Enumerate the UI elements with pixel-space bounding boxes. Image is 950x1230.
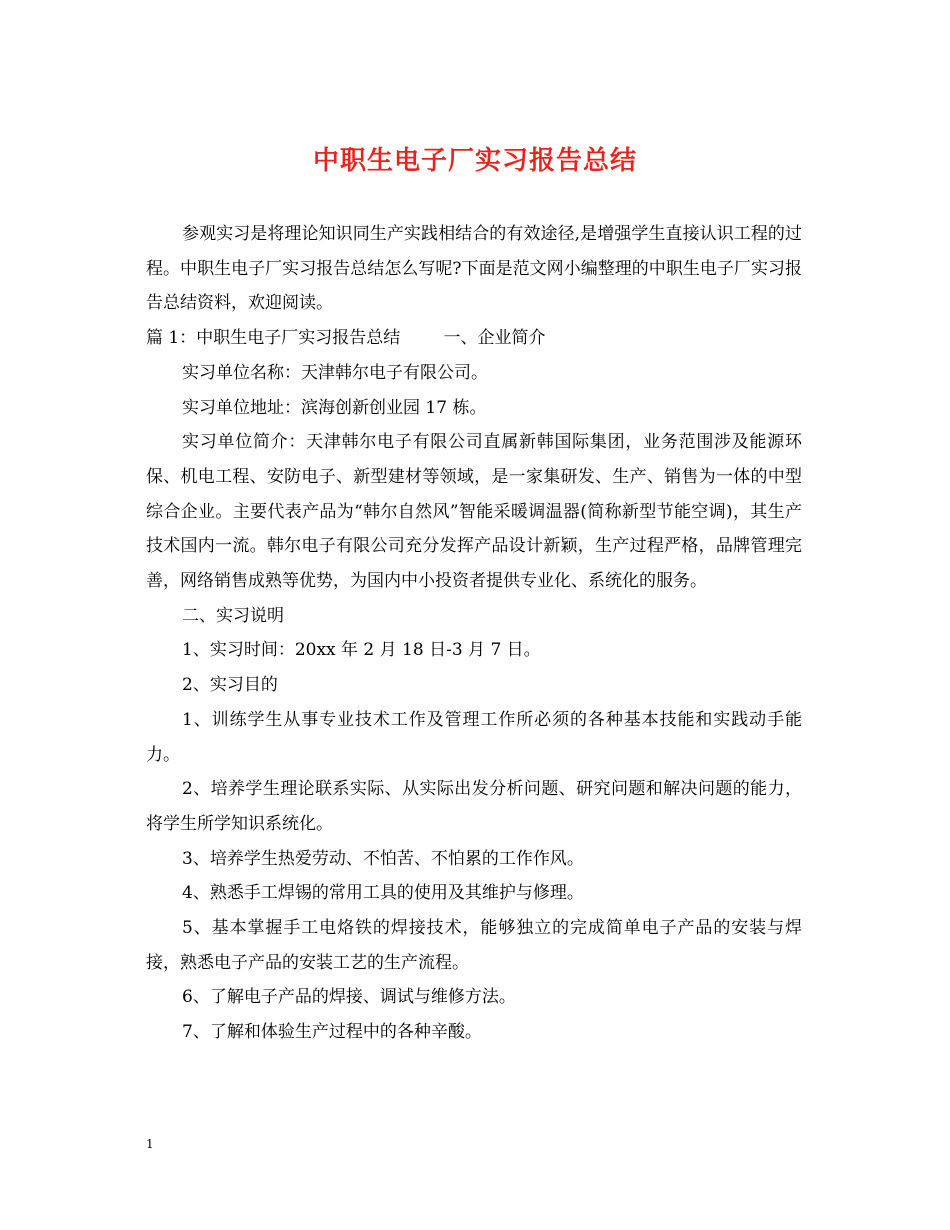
company-address-paragraph: 实习单位地址：滨海创新创业园 17 栋。 xyxy=(182,397,487,418)
intro-paragraph: 参观实习是将理论知识同生产实践相结合的有效途径,是增强学生直接认识工程的过程。中职生电子厂实习报告总结怎么写呢?下面是范文网小编整理的中职生电子厂实习报告总结资料，欢迎阅读。 xyxy=(146,224,802,314)
purpose-item: 2、培养学生理论联系实际、从实际出发分析问题、研究问题和解决问题的能力，将学生所学知识系统化。 xyxy=(146,779,802,834)
company-intro-paragraph: 实习单位简介：天津韩尔电子有限公司直属新韩国际集团，业务范围涉及能源环保、机电工程、安防电子、新型建材等领域，是一家集研发、生产、销售为一体的中型综合企业。主要代表产品为“韩尔自然风”智能采暖调温器(简称新型节能空调)，其生产技术国内一流。韩尔电子有限公司充分发挥产品设计新颖，生产过程严格，品牌管理完善，网络销售成熟等优势，为国内中小投资者提供专业化、系统化的服务。 xyxy=(146,432,802,592)
internship-purpose-heading: 2、实习目的 xyxy=(182,675,278,696)
purpose-item: 1、训练学生从事专业技术工作及管理工作所必须的各种基本技能和实践动手能力。 xyxy=(146,709,802,765)
purpose-item: 5、基本掌握手工电烙铁的焊接技术，能够独立的完成简单电子产品的安装与焊接，熟悉电子产品的安装工艺的生产流程。 xyxy=(146,918,802,973)
page-title: 中职生电子厂实习报告总结 xyxy=(312,146,637,176)
section-heading: 二、实习说明 xyxy=(182,605,284,626)
internship-time-paragraph: 1、实习时间：20xx 年 2 月 18 日-3 月 7 日。 xyxy=(182,640,541,661)
purpose-item: 7、了解和体验生产过程中的各种辛酸。 xyxy=(182,1022,482,1043)
page-number: 1 xyxy=(146,1137,154,1151)
purpose-item: 3、培养学生热爱劳动、不怕苦、不怕累的工作作风。 xyxy=(182,848,584,869)
document-body xyxy=(146,217,802,1050)
purpose-item: 4、熟悉手工焊锡的常用工具的使用及其维护与修理。 xyxy=(182,883,584,904)
company-name-paragraph: 实习单位名称：天津韩尔电子有限公司。 xyxy=(182,362,488,383)
purpose-item: 6、了解电子产品的焊接、调试与维修方法。 xyxy=(182,987,516,1008)
chapter-heading: 篇 1：中职生电子厂实习报告总结 一、企业简介 xyxy=(146,328,546,349)
